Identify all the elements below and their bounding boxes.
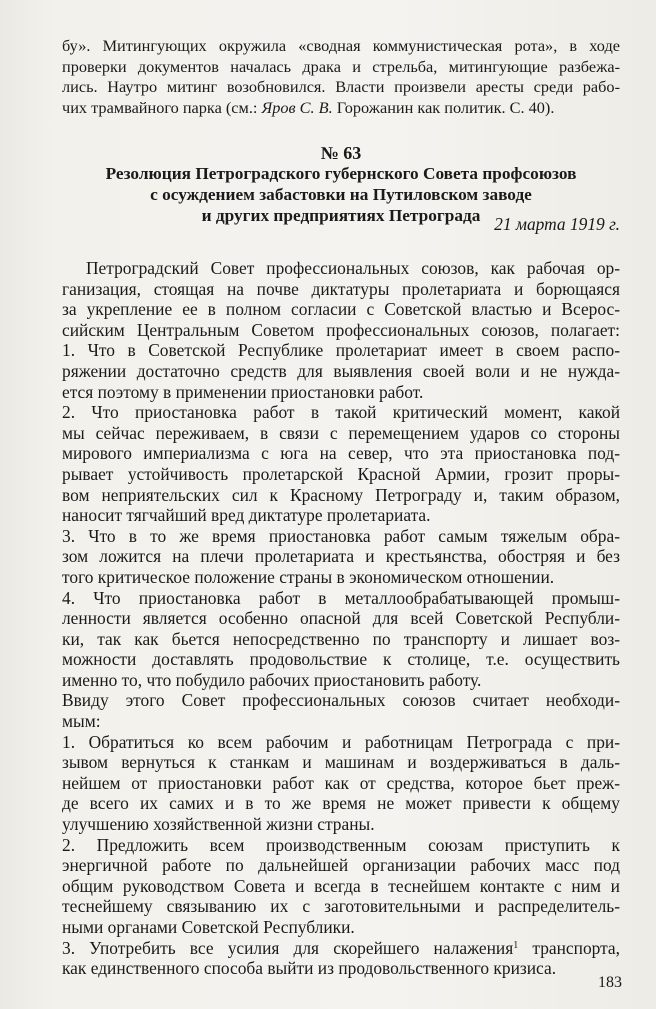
body-line: сийским Центральным Советом профессиональных союзов, полагает: (62, 319, 620, 340)
title-line: Резолюция Петроградского губернского Совета профсоюзов (105, 164, 577, 183)
body-line: вом неприятельских сил к Красному Петрограду и, таким образом, (62, 484, 620, 505)
body-line: ется поэтому в применении приостановки работ. (62, 381, 424, 402)
resolution-body (62, 258, 620, 979)
body-line: мым: (62, 711, 101, 732)
body-line: ленности является особенно опасной для всей Советской Республи- (62, 608, 620, 629)
body-line: ряжении достаточно средств для выявления своей воли и не нужда- (62, 360, 620, 381)
body-line: 2. Предложить всем производственным союзам приступить к (62, 834, 620, 855)
intro-line: проверки документов началась драка и стрельба, митингующие разбежа- (62, 56, 620, 76)
body-line: энергичной работе по дальнейшей организации рабочих масс под (62, 855, 620, 876)
intro-paragraph (62, 36, 620, 118)
author-name: Яров С. В. (261, 97, 333, 117)
body-line: нейшем от приостановки работ как от средства, которое бьет преж- (62, 772, 620, 793)
body-line: зом ложится на плечи пролетариата и крестьянства, обостряя и без (62, 546, 620, 567)
page-number: 183 (598, 974, 622, 991)
body-line: теснейшему связыванию их с заготовительными и распределитель- (62, 896, 620, 917)
body-line: можности доставлять продовольствие к столице, т.е. осуществить (62, 649, 620, 670)
intro-line: лись. Наутро митинг возобновился. Власти произвели аресты среди рабо- (62, 77, 620, 96)
body-line: 2. Что приостановка работ в такой критический момент, какой (62, 402, 620, 423)
intro-line: бу». Митингующих окружила «сводная коммунистическая рота», в ходе (62, 36, 620, 55)
body-line: 1. Обратиться ко всем рабочим и работницам Петрограда с при- (62, 731, 620, 752)
body-line: де всего их самих и в то же время не может привести к общему (62, 793, 620, 814)
body-line: мы сейчас переживаем, в связи с перемещением ударов со стороны (62, 422, 620, 443)
document-number: № 63 (320, 143, 362, 163)
body-line: рывает устойчивость пролетарской Красной Армии, грозит проры- (62, 463, 620, 484)
body-line: зывом вернуться к станкам и машинам и воздерживаться в даль- (62, 752, 620, 773)
title-line: с осуждением забастовки на Путиловском заводе (150, 184, 532, 204)
title-line: и других предприятиях Петрограда (201, 205, 481, 225)
body-line: 3. Употребить все усилия для скорейшего налажения$^1$ транспорта, (62, 937, 620, 958)
intro-line: чих трамвайного парка (см.: Яров С. В. Горожанин как политик. С. 40). (62, 97, 555, 117)
body-line: 4. Что приостановка работ в металлообрабатывающей промыш- (62, 587, 620, 608)
body-line: именно то, что побудило рабочих приостановить работу. (62, 669, 482, 690)
body-line: 1. Что в Советской Республике пролетариат имеет в своем распо- (62, 340, 620, 361)
body-line: ными органами Советской Республики. (62, 917, 355, 937)
body-line: того критическое положение страны в экономическом отношении. (62, 566, 555, 587)
body-line: общим руководством Совета и всегда в теснейшем контакте с ним и (62, 875, 620, 896)
body-line: улучшению хозяйственной жизни страны. (62, 814, 375, 835)
body-line: Петроградский Совет профессиональных союзов, как рабочая ор- (86, 258, 620, 278)
body-line: как единственного способа выйти из продовольственного кризиса. (62, 958, 557, 979)
body-line: наносит тягчайший вред диктатуре пролетариата. (62, 505, 431, 526)
document-date: 21 марта 1919 г. (494, 214, 620, 234)
body-line: ки, так как бьется непосредственно по транспорту и лишает воз- (62, 628, 620, 649)
body-line: ганизация, стоящая на почве диктатуры пролетариата и борющаяся (62, 278, 620, 299)
body-line: 3. Что в то же время приостановка работ самым тяжелым обра- (62, 525, 620, 546)
body-line: за укрепление ее в полном согласии с Советской властью и Всерос- (62, 299, 620, 320)
body-line: мирового империализма с юга на север, что эта приостановка под- (62, 443, 620, 464)
footnote-marker: 1 (513, 939, 519, 951)
body-line: Ввиду этого Совет профессиональных союзов считает необходи- (62, 690, 620, 711)
